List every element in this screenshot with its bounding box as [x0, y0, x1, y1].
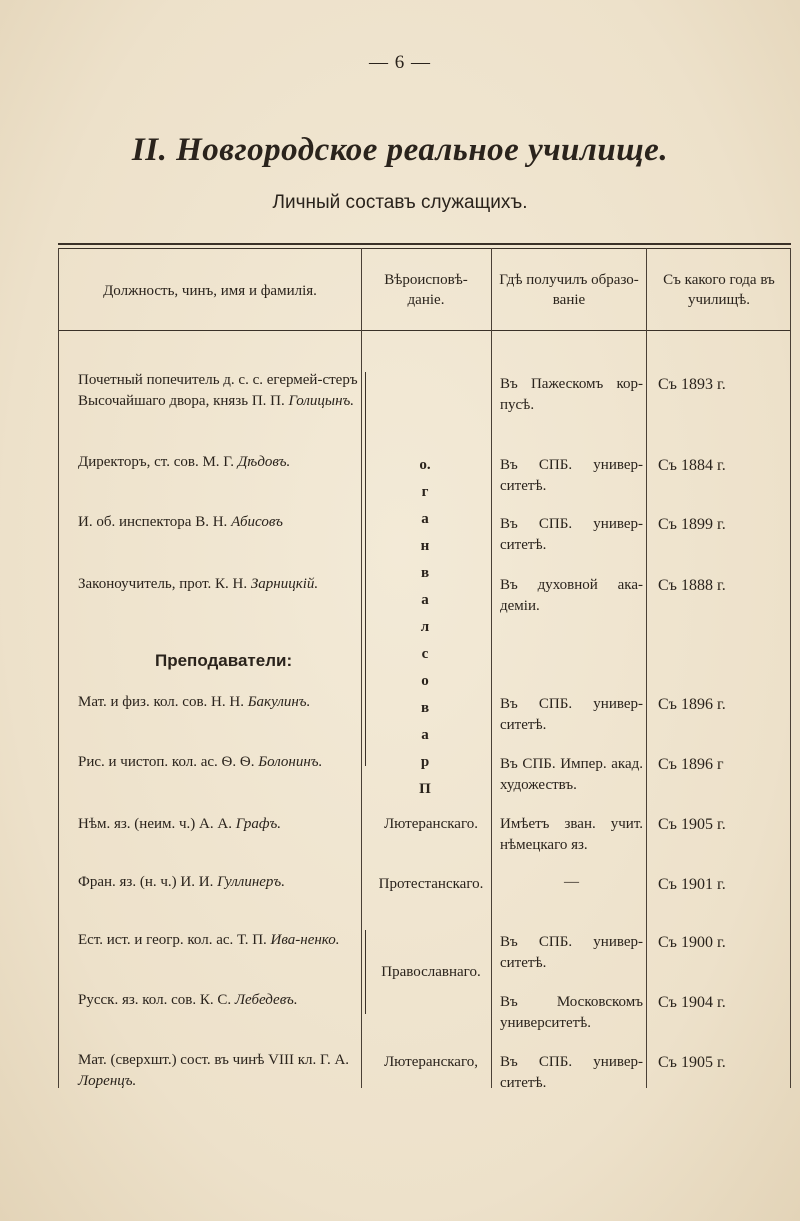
- table-row: Ест. ист. и геогр. кол. ас. Т. П. Ива-ненко.: [78, 932, 340, 948]
- table-top-rule: [58, 243, 791, 245]
- page-subtitle: Личный составъ служащихъ.: [272, 192, 528, 213]
- year-cell: Съ 1896 г.: [658, 696, 726, 713]
- header-education: Гдѣ получилъ образо-ваніе: [499, 272, 639, 308]
- education-cell: Въ Московскомъ университетѣ.: [500, 994, 643, 1031]
- year-cell: Съ 1884 г.: [658, 457, 726, 474]
- header-year: Съ какого года въ училищѣ.: [663, 272, 775, 308]
- vertical-letter: г: [421, 484, 429, 500]
- table-row: И. об. инспектора В. Н. Абисовъ: [78, 514, 283, 530]
- column-divider: [646, 248, 647, 1088]
- header-position: Должность, чинъ, имя и фамилія.: [103, 283, 317, 299]
- vertical-letter: с: [421, 646, 429, 662]
- year-cell: Съ 1901 г.: [658, 876, 726, 893]
- year-cell: Съ 1896 г: [658, 756, 724, 773]
- page-number: — 6 —: [369, 52, 431, 73]
- column-divider: [790, 248, 791, 1088]
- year-cell: Съ 1899 г.: [658, 516, 726, 533]
- year-cell: Съ 1900 г.: [658, 934, 726, 951]
- table-top-rule-thin: [58, 248, 791, 249]
- vertical-letter: а: [421, 511, 429, 527]
- vertical-letter: П: [419, 781, 431, 797]
- education-cell: Въ СПБ. универ-ситетѣ.: [500, 516, 643, 553]
- religion-cell-group: Православнаго.: [381, 964, 481, 980]
- vertical-letter: р: [420, 754, 430, 770]
- year-cell: Съ 1893 г.: [658, 376, 726, 393]
- religion-cell: Лютеранскаго,: [384, 1054, 478, 1070]
- table-row: Законоучитель, прот. К. Н. Зарницкій.: [78, 576, 319, 592]
- table-header-rule: [58, 330, 791, 331]
- education-cell: Въ СПБ. универ-ситетѣ.: [500, 457, 643, 494]
- education-cell: Въ Пажескомъ кор-пусѣ.: [500, 376, 643, 413]
- education-cell: Въ СПБ. Импер. акад. художествъ.: [500, 756, 643, 793]
- education-cell: Въ СПБ. универ-ситетѣ.: [500, 934, 643, 971]
- table-row: Почетный попечитель д. с. с. егермей-стеръ Высочайшаго двора, князь П. П. Голицынъ.: [78, 372, 358, 409]
- vertical-letter: а: [421, 592, 429, 608]
- education-cell: Въ СПБ. универ-ситетѣ.: [500, 696, 643, 733]
- section-heading-teachers: Преподаватели:: [155, 651, 293, 670]
- education-cell: Въ СПБ. универ-ситетѣ.: [500, 1054, 643, 1091]
- orthodox-vertical-label: [417, 452, 433, 803]
- vertical-letter: о: [421, 673, 429, 689]
- vertical-letter: л: [420, 619, 430, 635]
- religion-cell: Лютеранскаго.: [384, 816, 478, 832]
- year-cell: Съ 1905 г.: [658, 1054, 726, 1071]
- year-cell: Съ 1888 г.: [658, 577, 726, 594]
- table-row: Директоръ, ст. сов. М. Г. Дѣдовъ.: [78, 454, 291, 470]
- year-cell: Съ 1905 г.: [658, 816, 726, 833]
- education-cell: Въ духовной ака-деміи.: [500, 577, 643, 614]
- column-divider: [491, 248, 492, 1088]
- table-row: Рис. и чистоп. кол. ас. Ѳ. Ѳ. Болонинъ.: [78, 754, 323, 770]
- education-cell: —: [564, 874, 579, 890]
- table-row: Мат. и физ. кол. сов. Н. Н. Бакулинъ.: [78, 694, 311, 710]
- vertical-letter: о.: [419, 457, 431, 473]
- vertical-letter: а: [421, 727, 429, 743]
- vertical-letter: в: [420, 565, 430, 581]
- table-row: Русск. яз. кол. сов. К. С. Лебедевъ.: [78, 992, 298, 1008]
- vertical-letter: в: [420, 700, 430, 716]
- column-divider: [58, 248, 59, 1088]
- table-row: Нѣм. яз. (неим. ч.) А. А. Графъ.: [78, 816, 282, 832]
- header-religion: Вѣроисповѣ-даніе.: [384, 272, 468, 308]
- vertical-letter: н: [420, 538, 430, 554]
- education-cell: Имѣетъ зван. учит. нѣмецкаго яз.: [500, 816, 643, 853]
- table-row: Фран. яз. (н. ч.) И. И. Гуллинеръ.: [78, 874, 285, 890]
- table-row: Мат. (сверхшт.) сост. въ чинѣ VIII кл. Г. А. Лоренцъ.: [78, 1052, 350, 1089]
- page-title: II. Новгородское реальное училище.: [131, 132, 669, 168]
- religion-cell: Протестанскаго.: [378, 876, 484, 892]
- year-cell: Съ 1904 г.: [658, 994, 726, 1011]
